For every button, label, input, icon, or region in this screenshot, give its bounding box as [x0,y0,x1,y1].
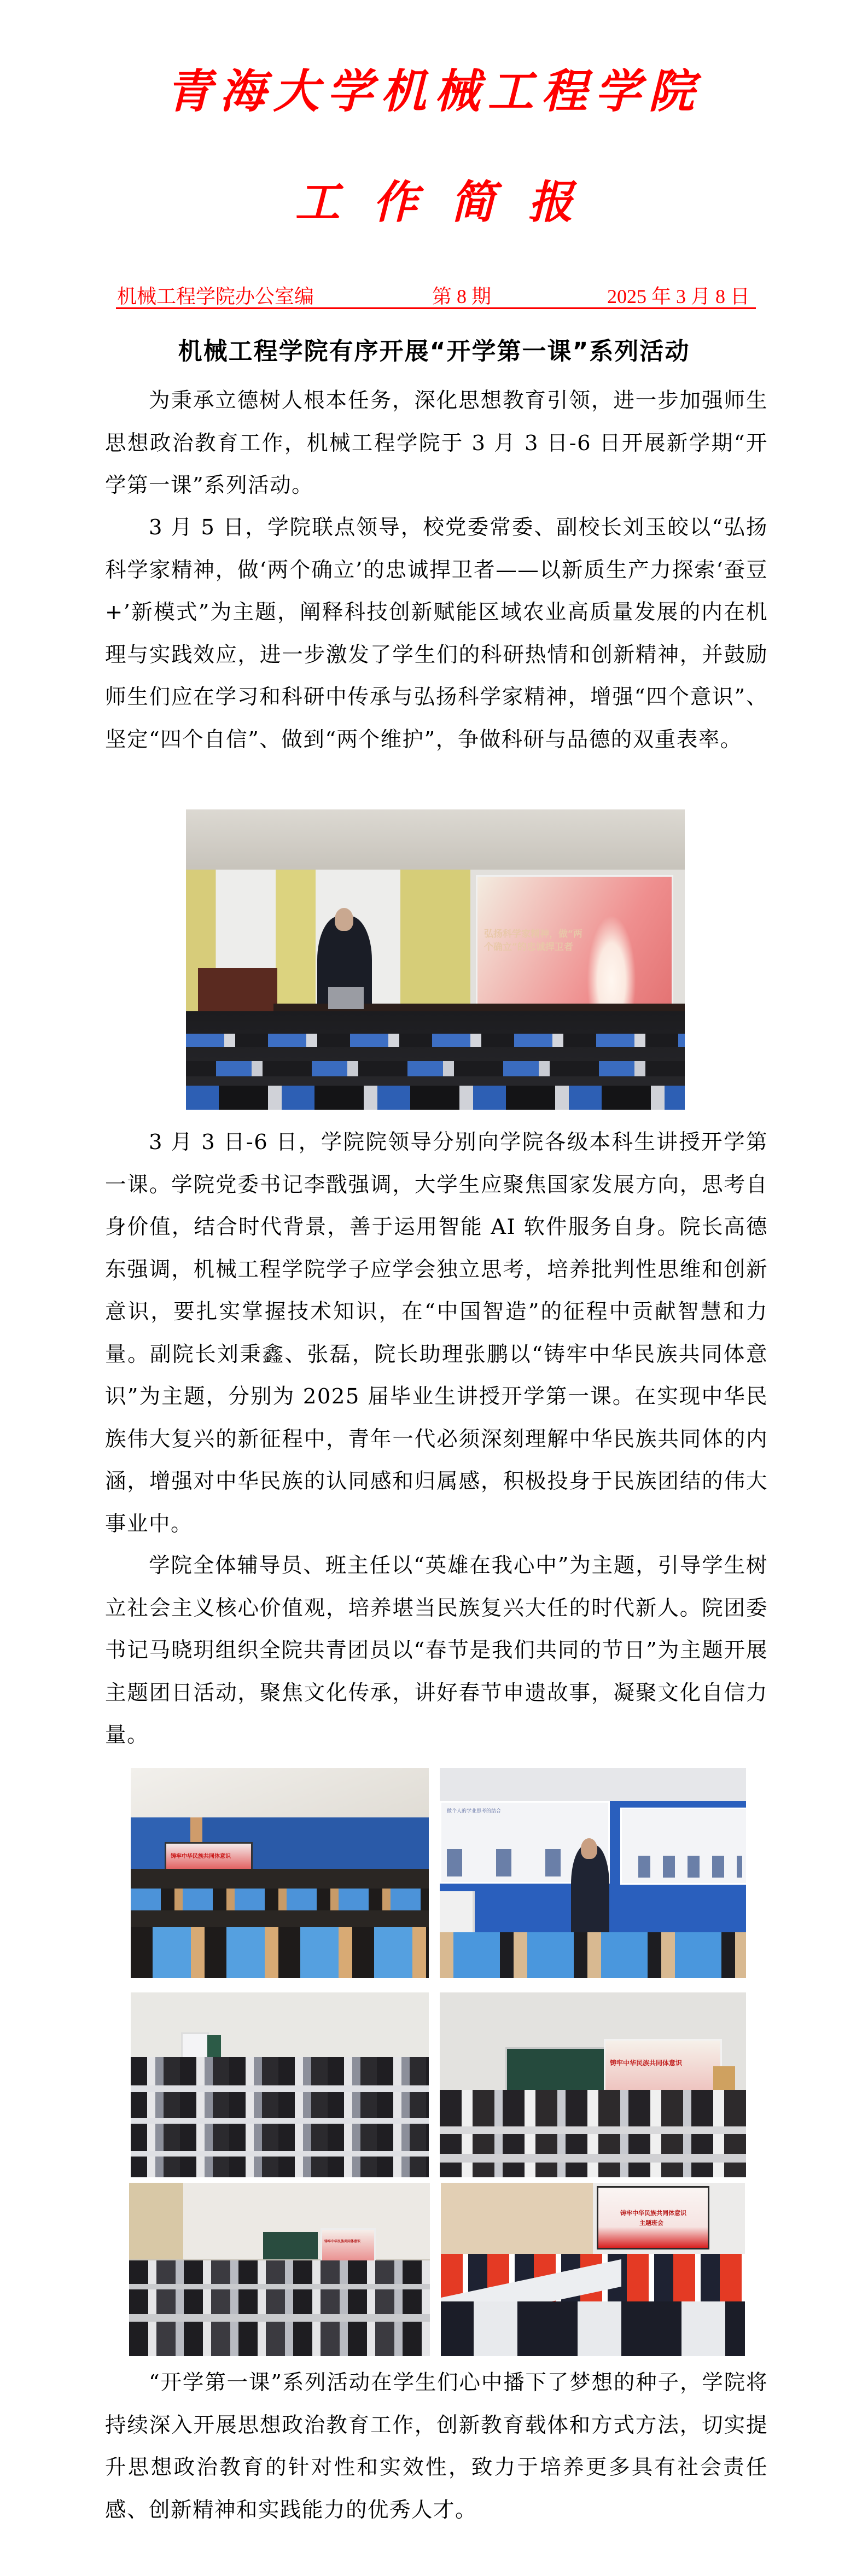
blackboard [263,2232,318,2259]
article-paragraph-5: “开学第一课”系列活动在学生们心中播下了梦想的种子，学院将持续深入开展思想政治教育工作，创新教育载体和方式方法，切实提升思想政治教育的针对性和实效性，致力于培养更多具有社会责任感、创新精神和实践能力的优秀人才。 [105,2370,768,2522]
blackboard [505,2047,607,2091]
screen-title-line-1: 弘扬科学家精神，做“两 [484,929,582,940]
photo-grid-6 [441,2183,745,2356]
issue-date: 2025 年 3 月 8 日 [607,285,750,307]
photo-grid-5 [129,2183,430,2356]
issue-editor: 机械工程学院办公室编 [117,285,314,307]
laptop [328,987,364,1009]
article-headline: 机械工程学院有序开展“开学第一课”系列活动 [178,337,690,365]
issue-info-line [116,285,756,309]
article-paragraph-1: 为秉承立德树人根本任务，深化思想教育引领，进一步加强师生思想政治教育工作，机械工程学院于 3 月 3 日-6 日开展新学期“开学第一课”系列活动。 [105,388,768,498]
screen-title: 铸牢中华民族共同体意识 [324,2240,361,2243]
screen-title: 铸牢中华民族共同体意识 [610,2059,683,2067]
masthead-subtitle: 工作简报 [295,176,606,229]
article-paragraph-4: 学院全体辅导员、班主任以“英雄在我心中”为主题，引导学生树立社会主义核心价值观，培养堪当民族复兴大任的时代新人。院团委书记马晓玥组织全院共青团员以“春节是我们共同的节日”为主题开展主题团日活动，聚焦文化传承，讲好春节申遗故事，凝聚文化自信力量。 [105,1553,768,1747]
masthead-title: 青海大学机械工程学院 [166,64,702,118]
photo-grid-1 [131,1768,429,1978]
photo-grid-2 [440,1768,746,1978]
photo-grid-3 [131,1992,429,2177]
lecturer [571,1845,609,1943]
screen-title: 做个人的学业思考的结合 [447,1809,502,1814]
screen-title: 铸牢中华民族共同体意识 [171,1854,231,1860]
issue-number: 第 8 期 [432,285,492,307]
portrait-row [638,1856,742,1878]
screen-subtitle: 主题班会 [639,2219,663,2227]
screen-title: 铸牢中华民族共同体意识 [620,2210,686,2217]
article-paragraph-3: 3 月 3 日-6 日，学院院领导分别向学院各级本科生讲授开学第一课。学院党委书记李戬强调，大学生应聚焦国家发展方向，思考自身价值，结合时代背景，善于运用智能 AI 软件服务自身。院长高德东强调，机械工程学院学子应学会独立思考，培养批判性思维和创新意识，要扎实掌握技术知识，在“中国智造”的征程中贡献智慧和力量。副院长刘秉鑫、张磊，院长助理张鹏以“铸牢中华民族共同体意识”为主题，分别为 2025 届毕业生讲授开学第一课。在实现中华民族伟大复兴的新征程中，青年一代必须深刻理解中华民族共同体的内涵，增强对中华民族的认同感和归属感，积极投身于民族团结的伟大事业中。 [105,1130,768,1536]
photo-grid-4 [440,1992,746,2177]
photo-lecture-hall [186,809,685,1110]
article-paragraph-2: 3 月 5 日，学院联点领导，校党委常委、副校长刘玉皎以“弘扬科学家精神，做‘两个确立’的忠诚捍卫者——以新质生产力探索‘蚕豆 +’新模式”为主题，阐释科技创新赋能区域农业高质量发展的内在机理与实践效应，进一步激发了学生们的科研热情和创新精神，并鼓励师生们应在学习和科研中传承与弘扬科学家精神，增强“四个意识”、坚定“四个自信”、做到“两个维护”，争做科研与品德的双重表率。 [105,515,768,752]
screen-title-line-2: 个确立”的忠诚捍卫者 [484,942,573,953]
